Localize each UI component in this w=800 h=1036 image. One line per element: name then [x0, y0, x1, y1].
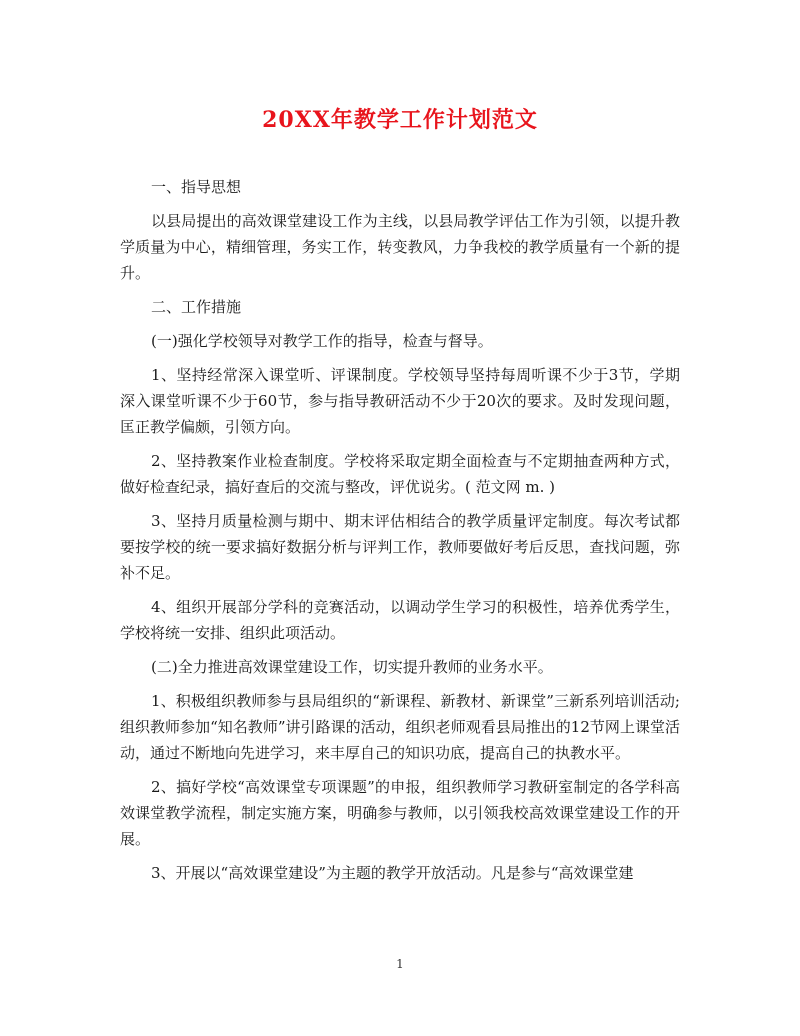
subsection-heading: (二)全力推进高效课堂建设工作，切实提升教师的业务水平。 [151, 658, 553, 676]
subsection-heading: (一)强化学校领导对教学工作的指导，检查与督导。 [151, 332, 493, 350]
paragraph: 4、组织开展部分学科的竞赛活动，以调动学生学习的积极性，培养优秀学生，学校将统一安排、组织此项活动。 [120, 598, 680, 642]
paragraph: 1、坚持经常深入课堂听、评课制度。学校领导坚持每周听课不少于3节，学期深入课堂听课不少于60节，参与指导教研活动不少于20次的要求。及时发现问题，匡正教学偏颇，引领方向。 [120, 366, 680, 436]
paragraph: 2、坚持教案作业检查制度。学校将采取定期全面检查与不定期抽查两种方式，做好检查纪录，搞好查后的交流与整改，评优说劣。( 范文网 m. ) [120, 452, 680, 496]
paragraph: 以县局提出的高效课堂建设工作为主线，以县局教学评估工作为引领，以提升教学质量为中心，精细管理，务实工作，转变教风，力争我校的教学质量有一个新的提升。 [120, 212, 680, 282]
section-heading: 二、工作措施 [151, 298, 242, 316]
section-heading: 一、指导思想 [151, 178, 242, 196]
paragraph: 3、开展以“高效课堂建设”为主题的教学开放活动。凡是参与“高效课堂建 [151, 864, 634, 882]
paragraph: 3、坚持月质量检测与期中、期末评估相结合的教学质量评定制度。每次考试都要按学校的统一要求搞好数据分析与评判工作，教师要做好考后反思，查找问题，弥补不足。 [120, 512, 680, 582]
document-title: 20XX年教学工作计划范文 [262, 107, 538, 133]
paragraph: 1、积极组织教师参与县局组织的“新课程、新教材、新课堂”三新系列培训活动;组织教师参加“知名教师”讲引路课的活动，组织老师观看县局推出的12节网上课堂活动，通过不断地向先进学习，来丰厚自己的知识功底，提高自己的执教水平。 [120, 692, 680, 762]
document-body [120, 174, 680, 894]
paragraph: 2、搞好学校“高效课堂专项课题”的申报，组织教师学习教研室制定的各学科高效课堂教学流程，制定实施方案，明确参与教师，以引领我校高效课堂建设工作的开展。 [120, 778, 680, 848]
page-number: 1 [396, 957, 404, 971]
